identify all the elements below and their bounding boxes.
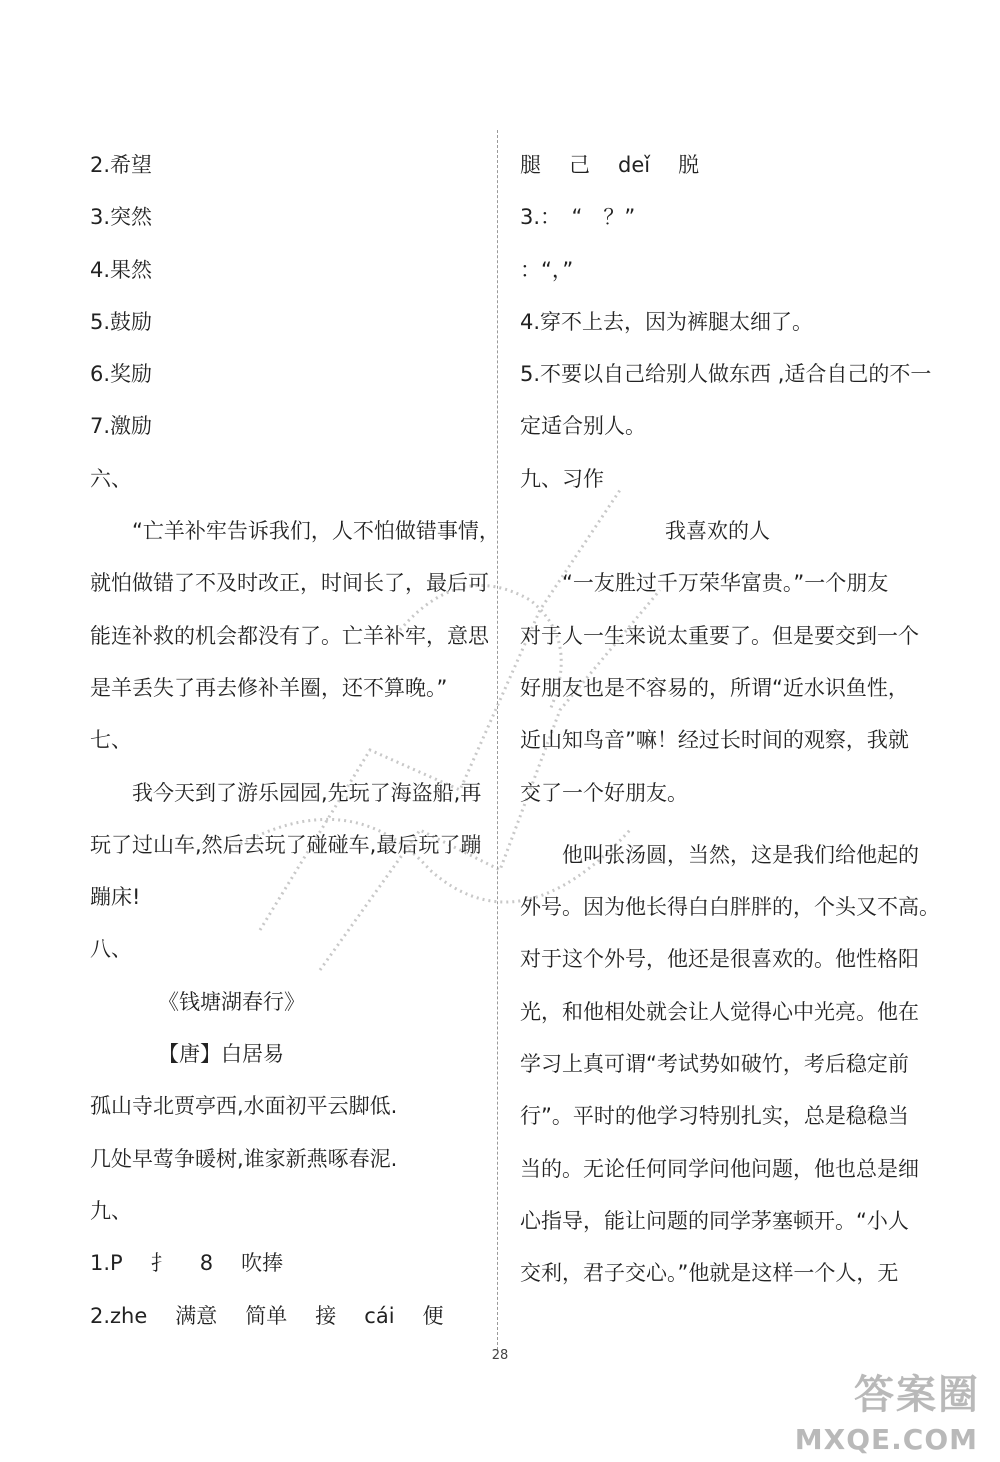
essay-line: 光，和他相处就会让人觉得心中光亮。他在 — [520, 999, 919, 1024]
answer-cell: 腿 — [520, 153, 541, 177]
answer-item: 6.奖励 — [90, 362, 153, 387]
paragraph-line: 蹦床! — [90, 885, 141, 910]
essay-line: 心指导，能让问题的同学茅塞顿开。“小人 — [520, 1208, 909, 1233]
answer-item: 5.鼓励 — [90, 309, 153, 334]
answer-line: 3.： “ ？” — [520, 205, 636, 230]
answer-line: 4.穿不上去，因为裤腿太细了。 — [520, 309, 814, 334]
right-column — [520, 148, 940, 1309]
answer-cell: 扌 — [150, 1251, 172, 1276]
answer-cell: 脱 — [678, 153, 700, 177]
essay-line: 当的。无论任何同学问他问题，他也总是细 — [520, 1156, 919, 1181]
essay-line: 对于这个外号，他还是很喜欢的。他性格阳 — [520, 947, 919, 972]
watermark-url: MXQE.COM — [794, 1423, 978, 1456]
answer-item: 3.突然 — [90, 205, 153, 230]
answer-cell: 简单 — [245, 1303, 288, 1328]
answer-item: 7.激励 — [90, 414, 153, 439]
poem-line: 孤山寺北贾亭西,水面初平云脚低. — [90, 1094, 398, 1119]
section-heading: 八、 — [90, 937, 132, 962]
essay-line: 近山知鸟音”嘛！经过长时间的观察，我就 — [520, 728, 909, 753]
paragraph-line: 能连补救的机会都没有了。亡羊补牢，意思 — [90, 623, 489, 648]
answer-item: 2.希望 — [90, 153, 153, 177]
section-heading: 六、 — [90, 466, 132, 491]
essay-line: 对于人一生来说太重要了。但是要交到一个 — [520, 623, 919, 648]
answer-row — [90, 1299, 475, 1351]
essay-line: 学习上真可谓“考试势如破竹，考后稳定前 — [520, 1052, 909, 1077]
answer-cell: 1.P — [90, 1251, 123, 1276]
essay-line: “一友胜过千万荣华富贵。”一个朋友 — [562, 571, 889, 596]
essay-line: 行”。平时的他学习特别扎实，总是稳稳当 — [520, 1104, 909, 1129]
answer-cell: 8 — [199, 1251, 214, 1276]
essay-title: 我喜欢的人 — [665, 519, 770, 544]
section-heading: 九、 — [90, 1198, 132, 1223]
essay-line: 交了一个好朋友。 — [520, 780, 688, 805]
section-heading: 九、习作 — [520, 466, 604, 491]
paragraph-line: 是羊丢失了再去修补羊圈，还不算晚。” — [90, 675, 448, 700]
answer-cell: deǐ — [618, 153, 651, 177]
answer-cell: cái — [364, 1303, 395, 1328]
page-number: 28 — [491, 1348, 509, 1363]
answer-cell: 己 — [569, 153, 590, 177]
paragraph-line: 我今天到了游乐园园,先玩了海盗船,再 — [132, 780, 482, 805]
left-column — [90, 148, 500, 1351]
section-heading: 七、 — [90, 728, 132, 753]
essay-line: 他叫张汤圆，当然，这是我们给他起的 — [562, 842, 919, 867]
answer-row — [90, 1246, 475, 1298]
answer-line: 5.不要以自己给别人做东西 ,适合自己的不一 — [520, 362, 932, 387]
paragraph-line: 就怕做错了不及时改正，时间长了，最后可 — [90, 571, 489, 596]
answer-item: 4.果然 — [90, 257, 153, 282]
essay-line: 外号。因为他长得白白胖胖的，个头又不高。 — [520, 895, 940, 920]
answer-cell: 便 — [422, 1303, 444, 1328]
answer-line: 定适合别人。 — [520, 414, 646, 439]
answer-cell: 2.zhe — [90, 1303, 148, 1328]
poem-title: 《钱塘湖春行》 — [158, 989, 305, 1014]
answer-line: ：“，” — [520, 257, 574, 282]
essay-line: 好朋友也是不容易的，所谓“近水识鱼性， — [520, 675, 909, 700]
answer-cell: 接 — [315, 1303, 337, 1328]
column-divider — [497, 130, 498, 1350]
paragraph-line: “亡羊补牢告诉我们，人不怕做错事情， — [132, 519, 500, 544]
watermark-logo: 答案圈 — [854, 1372, 980, 1418]
answer-cell: 满意 — [175, 1303, 218, 1328]
answer-cell: 吹捧 — [241, 1251, 284, 1276]
poem-line: 几处早莺争暖树,谁家新燕啄春泥. — [90, 1146, 398, 1171]
answer-row — [520, 148, 915, 200]
poem-author: 【唐】白居易 — [158, 1042, 284, 1067]
paragraph-line: 玩了过山车,然后去玩了碰碰车,最后玩了蹦 — [90, 832, 482, 857]
essay-line: 交利，君子交心。”他就是这样一个人，无 — [520, 1261, 899, 1286]
